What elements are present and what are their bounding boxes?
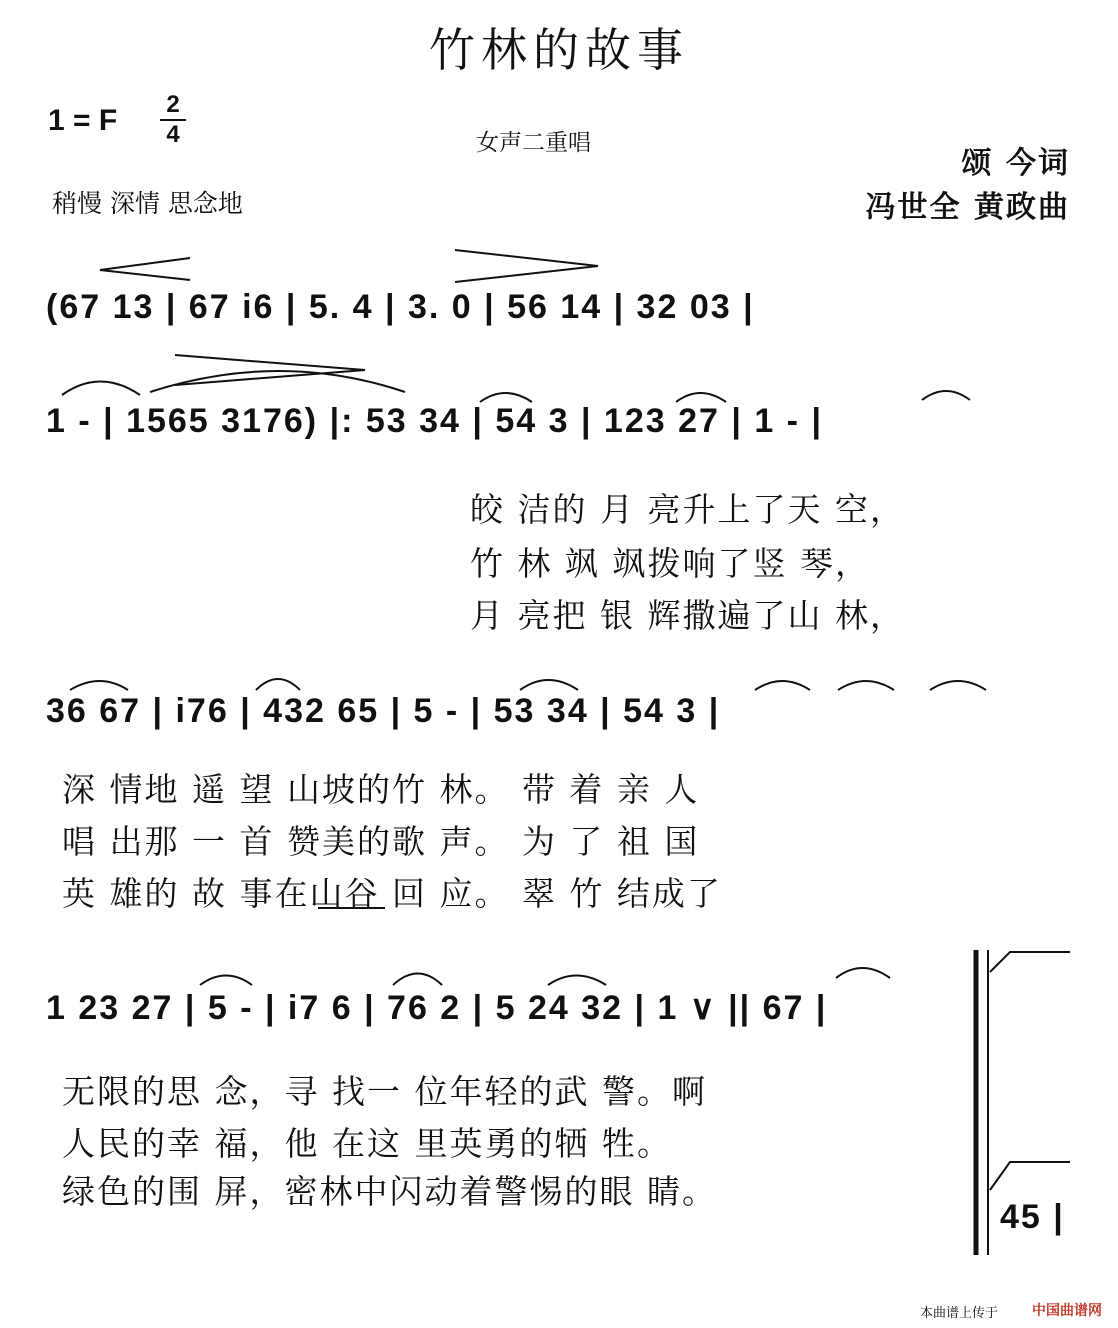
time-signature-denominator: 4 — [166, 121, 180, 148]
lyric-block3-verse2: 人民的幸 福，他 在这 里英勇的牺 牲。 — [62, 1124, 672, 1163]
genre-label: 女声二重唱 — [476, 130, 591, 156]
song-title: 竹林的故事 — [429, 23, 689, 77]
tempo-marking: 稍慢 深情 思念地 — [52, 189, 243, 218]
lyric-block1-verse2: 竹 林 飒 飒拨响了竖 琴， — [470, 544, 870, 583]
time-signature-numerator: 2 — [166, 91, 180, 118]
lyric-block1-verse3: 月 亮把 银 辉撒遍了山 林， — [470, 596, 905, 635]
lyric-block2-verse1: 深 情地 遥 望 山坡的竹 林。 带 着 亲 人 — [62, 770, 700, 809]
composer-credit: 冯世全 黄政曲 — [865, 190, 1070, 225]
score-line-2: 1 - | 1565 3176) |: 53 34 | 54 3 | 123 27 | 1 - | — [46, 402, 823, 440]
score-line-1: (67 13 | 67 i6 | 5. 4 | 3. 0 | 56 14 | 32 03 | — [46, 288, 755, 326]
lyric-block3-verse3: 绿色的围 屏，密林中闪动着警惕的眼 睛。 — [62, 1172, 717, 1211]
lyric-block1-verse1: 皎 洁的 月 亮升上了天 空， — [470, 490, 905, 529]
lyric-block3-verse1: 无限的思 念，寻 找一 位年轻的武 警。啊 — [62, 1072, 707, 1111]
score-line-5: 45 | — [1000, 1198, 1065, 1236]
site-logo[interactable]: 中国曲谱网 — [1032, 1302, 1102, 1318]
score-line-4: 1 23 27 | 5 - | i7 6 | 76 2 | 5 24 32 | 1 ∨ || 67 | — [46, 989, 828, 1027]
footer-note: 本曲谱上传于 — [919, 1306, 998, 1321]
key-signature: 1 = F — [48, 104, 118, 137]
lyric-block2-verse3: 英 雄的 故 事在山谷 回 应。 翠 竹 结成了 — [62, 874, 722, 913]
lyric-block2-verse2: 唱 出那 一 首 赞美的歌 声。 为 了 祖 国 — [62, 822, 700, 861]
lyricist-credit: 颂 今词 — [961, 146, 1070, 181]
score-line-3: 36 67 | i76 | 432 65 | 5 - | 53 34 | 54 3 | — [46, 692, 721, 730]
